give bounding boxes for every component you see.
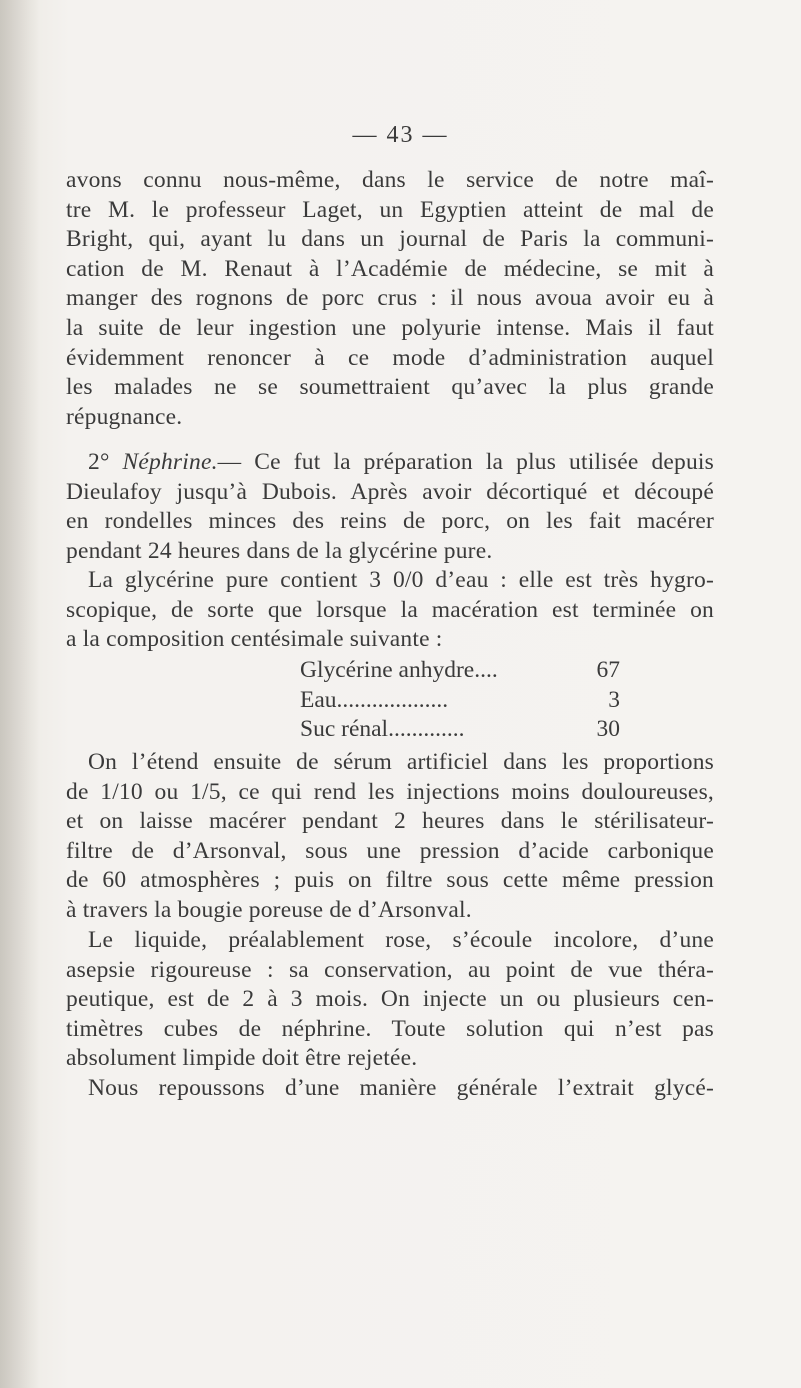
text-line: manger des rognons de porc crus : il nous avoua avoir eu à xyxy=(66,285,714,312)
paragraph-3 xyxy=(66,566,714,655)
composition-label: Suc rénal............. xyxy=(300,716,465,743)
section-number: 2° xyxy=(88,449,110,475)
text-line: la suite de leur ingestion une polyurie intense. Mais il faut xyxy=(66,314,714,341)
text-line: Dieulafoy jusqu’à Dubois. Après avoir décortiqué et découpé xyxy=(66,478,714,505)
text-line: de 60 atmosphères ; puis on filtre sous cette même pression xyxy=(66,867,714,894)
composition-row xyxy=(300,656,620,686)
composition-table xyxy=(300,656,620,745)
text-line: en rondelles minces des reins de porc, on les fait macérer xyxy=(66,508,714,535)
paragraph-4 xyxy=(66,748,714,926)
paragraph-6 xyxy=(66,1074,714,1104)
composition-value: 67 xyxy=(596,657,620,683)
text-run: — Ce fut la préparation la plus utilisée depuis xyxy=(217,449,715,475)
composition-value: 30 xyxy=(596,716,620,743)
text-line: scopique, de sorte que lorsque la macération est terminée on xyxy=(66,596,714,623)
page-spine-shadow xyxy=(0,0,40,1388)
composition-value: 3 xyxy=(608,686,620,713)
paragraph-1 xyxy=(66,166,714,432)
text-line: Bright, qui, ayant lu dans un journal de Paris la communi- xyxy=(66,226,714,253)
text-line: évidemment renoncer à ce mode d’administration auquel xyxy=(66,344,714,371)
paragraph-2 xyxy=(66,448,714,566)
text-line: de 1/10 ou 1/5, ce qui rend les injections moins douloureuses, xyxy=(66,778,714,805)
text-line: Le liquide, préalablement rose, s’écoule incolore, d’une xyxy=(88,927,714,953)
text-line: timètres cubes de néphrine. Toute solution qui n’est pas xyxy=(66,1015,714,1042)
composition-row xyxy=(300,686,620,716)
section-title: Néphrine. xyxy=(122,449,218,475)
text-line: Nous repoussons d’une manière générale l’extrait glycé- xyxy=(88,1075,714,1101)
text-line: cation de M. Renaut à l’Académie de médecine, se mit à xyxy=(66,255,714,282)
composition-label: Glycérine anhydre.... xyxy=(300,657,498,683)
text-line: répugnance. xyxy=(66,403,183,430)
text-line: absolument limpide doit être rejetée. xyxy=(66,1045,418,1072)
text-line-with-title xyxy=(66,448,714,478)
text-line: peutique, est de 2 à 3 mois. On injecte un ou plusieurs cen- xyxy=(66,986,714,1013)
text-line: à travers la bougie poreuse de d’Arsonval. xyxy=(66,896,472,923)
composition-label: Eau................... xyxy=(300,686,449,713)
text-line: tre M. le professeur Laget, un Egyptien atteint de mal de xyxy=(66,196,714,223)
text-line: et on laisse macérer pendant 2 heures dans le stérilisateur- xyxy=(66,808,714,835)
text-line: asepsie rigoureuse : sa conservation, au point de vue théra- xyxy=(66,956,714,983)
paragraph-5 xyxy=(66,926,714,1074)
composition-row xyxy=(300,715,620,745)
text-line: La glycérine pure contient 3 0/0 d’eau : elle est très hygro- xyxy=(88,567,714,593)
text-line: filtre de d’Arsonval, sous une pression d’acide carbonique xyxy=(66,837,714,864)
text-line: pendant 24 heures dans de la glycérine pure. xyxy=(66,537,493,564)
text-line: On l’étend ensuite de sérum artificiel dans les proportions xyxy=(88,749,714,775)
text-line: a la composition centésimale suivante : xyxy=(66,626,443,653)
text-line: les malades ne se soumettraient qu’avec la plus grande xyxy=(66,374,714,401)
page-number-header: — 43 — xyxy=(352,122,449,148)
text-line: avons connu nous-même, dans le service de notre maî- xyxy=(66,167,714,193)
